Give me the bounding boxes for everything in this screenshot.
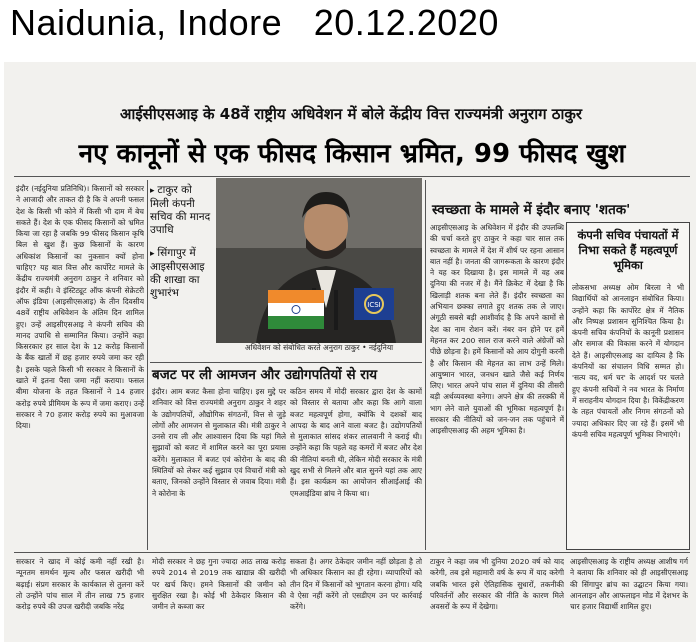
photo-caption: अधिवेशन को संबोधित करते अनुराग ठाकुर • नईदुनिया (244, 343, 394, 352)
flag-india-icon (268, 290, 324, 329)
column-3-text: कठिन समय में मोदी सरकार द्वारा देश के कामों को विस्तार से बताया और कहा कि आगे वाला बजट महत्वपूर्ण होगा, क्योंकि ये दशकों बाद आपदा के बाद आने वाला बजट है। उद्योगपतियों से मुलाकात सांसद शंकर लालवानी ने कराई थी। उन्होंने कहा कि पहले वह कमरों में बजट और देश की नीतियां बनती थी, लेकिन मोदी सरकार के मंत्री खुद सभी से मिलने और बात सुनने यहां तक आए हैं। इस कार्यक्रम का आयोजन सीआईआई की एमआईडिया ब्रांच ने किया था। (290, 387, 422, 498)
section-3-heading: स्वच्छता के मामले में इंदौर बनाए 'शतक' (432, 202, 631, 218)
pull-quotes (150, 184, 214, 300)
rule-section2 (150, 362, 422, 363)
article-column-3 (290, 386, 422, 548)
column-1-text: इंदौर (नईदुनिया प्रतिनिधि)। किसानों को सरकार ने आजादी और ताकत दी है कि वे अपनी फसल देश के किसी भी कोने में किसी भी दाम में बेच सकते हैं। देश के एक फीसद किसानों को भ्रमित किया जा रहा है जबकि 99 फीसद किसान कृषि बिल से खुश हैं। कुछ किसानों के कारण अधिकांश किसानों का नुकसान क्यों होना चाहिए? यह बात वित्त और कार्पोरेट मामले के केंद्रीय राज्यमंत्री अनुराग ठाकुर ने शनिवार को इंदौर में कही। वे इंस्टिट्यूट ऑफ कंपनी सेक्रेटरी ऑफ इंडिया (आइसीएसआइ) के तीन दिवसीय 48वें राष्ट्रीय अधिवेशन के अंतिम दिन शामिल हुए। उन्हें आइसीएसआइ ने कंपनी सचिव की मानद उपाधि से सम्मानित किया। उन्होंने कहा किसरकार हर साल देश के 12 करोड़ किसानों के बैंक खातों में छह हजार रुपये जमा कर रही है। इसके पहले किसी भी सरकार ने किसानों के खाते में इतना पैसा जमा नहीं कराया। फसल बीमा योजना के तहत किसानों ने 14 हजार करोड़ रुपये प्रीमियम के रूप में जमा कराए। उन्हें सरकार ने 70 हजार करोड़ रुपये का मुआवजा दिया। (16, 184, 144, 431)
pull-quote-2: ▸ सिंगापुर में आइसीएसआइ की शाखा का शुभारंभ (150, 247, 205, 299)
speaker-photo (216, 178, 422, 343)
rule-col4 (425, 180, 426, 550)
article-column-5 (572, 282, 684, 544)
article-column-4 (430, 222, 564, 548)
section-4-heading: कंपनी सचिव पंचायतों में निभा सकते हैं महत्वपूर्ण भूमिका (577, 228, 679, 272)
bottom-column-1: सरकार ने खाद में कोई कमी नहीं रखी है। न्यूनतम समर्थन मूल्य और फसल खरीदी भी बढ़ाई। संप्रग सरकार के कार्यकाल से तुलना करें तो उन्होंने पांच साल में तीन लाख 75 हजार करोड़ रुपये की उपज खरीदी जबकि नरेंद्र (16, 557, 144, 612)
column-5-text: लोकसभा अध्यक्ष ओम बिरला ने भी विद्यार्थियों को आनलाइन संबोधित किया। उन्होंने कहा कि कार्पोरेट क्षेत्र में नैतिक और निष्पक्ष प्रशासन सुनिश्चित किया है। कंपनी सचिव कंपनियों के कानूनी प्रशासन और समाज की विकास करने में योगदान देते हैं। आइसीएसआइ का दायित्व है कि कंपनियों का संचालन विधि सम्मत हो। 'सत्य वद, धर्म चर' के आदर्श पर चलते हुए कंपनी सचिवों ने नव भारत के निर्माण में सराहनीय योगदान दिया है। विकेंद्रीकरण के तहत पंचायतों और निगम संगठनों को ज्यादा अधिकार दिए जा रहे हैं। इसमें भी कंपनी सचिव महत्वपूर्ण भूमिका निभाएंगे। (572, 283, 684, 439)
kicker-line: आईसीएसआइ के 48वें राष्ट्रीय अधिवेशन में बोले केंद्रीय वित्त राज्यमंत्री अनुराग ठाकुर (119, 105, 583, 123)
svg-text:ICSI: ICSI (367, 301, 381, 309)
bottom-column-2: मोदी सरकार ने छह गुना ज्यादा आठ लाख करोड़ रुपये 2014 से 2019 तक खाद्यान्न की खरीदी पर खर्च किए। हमने किसानों की जमीन को सुरक्षित रखा है। कोई भी ठेकेदार किसान की जमीन ले कब्जा कर (152, 557, 286, 612)
column-2-text: इंदौर। आम बजट कैसा होना चाहिए। इस मुद्दे पर शनिवार को वित्त राज्यमंत्री अनुराग ठाकुर ने शहर के उद्योगपतियों, औद्योगिक संगठनों, वित्त से जुड़े लोगों और आमजन से मुलाकात की। मंत्री ठाकुर ने उनसे राय ली और आश्वासन दिया कि यहां मिले सुझावों को बजट में शामिल करने का पूरा प्रयास करेंगे। मुलाकात में बजट एवं कोरोना के बाद की स्थितियों को लेकर कई सुझाव एवं विचारों मंत्री को बताए, जिनको उन्होंने विस्तार से जवाब दिया। मंत्री ने कोरोना के (152, 387, 286, 498)
rule-bottom (14, 552, 690, 553)
article-column-2 (152, 386, 286, 548)
icsi-logo-icon (354, 288, 394, 320)
article-column-1 (16, 183, 144, 545)
masthead: Naidunia, Indore 20.12.2020 (10, 2, 499, 43)
bottom-column-4: टाकुर ने कहा जब भी दुनिया 2020 वर्ष को याद करेगी, तब इसे महामारी वर्ष के रूप में याद करेगी जबकि भारत इसे ऐतिहासिक सुधारों, तकनीकी परिवर्तनों और सरकार की नीति के कारण मिले अवसरों के रूप में देखेगा। (430, 557, 564, 612)
bottom-column-5: आइसीएसआइ के राष्ट्रीय अध्यक्ष आशीष गर्ग ने बताया कि शनिवार को ही आइसीएसआइ की सिंगापुर ब्रांच का उद्घाटन किया गया। आनलाइन और आफलाइन मोड में देशभर के चार हजार विद्यार्थी शामिल हुए। (570, 557, 688, 612)
pull-quote-1: ▸ टाकुर को मिली कंपनी सचिव की मानद उपाधि (150, 184, 211, 236)
rule-col1 (147, 180, 148, 550)
main-headline: नए कानूनों से एक फीसद किसान भ्रमित, 99 फीसद खुश (78, 139, 626, 169)
bottom-column-3: सकता है। अगर ठेकेदार जमीन नहीं छोड़ता है तो भी अधिकार किसान का ही रहेगा। व्यापारियों को तीन दिन में किसानों को भुगतान करना होगा। यदि वे ऐसा नहीं करेंगे तो एसडीएम उन पर कार्रवाई करेंगे। (290, 557, 422, 612)
rule-under-headline (14, 176, 690, 177)
section-2-heading: बजट पर ली आमजन और उद्योगपतियों से राय (152, 367, 378, 383)
column-4-text: आइसीएसआइ के अधिवेशन में इंदौर की उपलब्धि की चर्चा करते हुए ठाकुर ने कहा चार साल तक स्वच्छता के मामले में देश में शीर्ष पर रहना आसान बात नहीं है। जनता की जागरूकता के कारण इंदौर ने यह कर दिखाया है। इस मामले में वह अब दुनिया की नजर में है। मैंने क्रिकेट में देखा है कि खिलाड़ी शतक बना लेते हैं। इंदौर स्वच्छता का अभियान छक्का लगाते हुए शतक तक ले जाए। अंगूठी सबसे बड़ी आशीर्वाद है कि अपने कामों से देश का नाम रोशन करें। नंबर वन होने पर हमें मेहनत कर 200 साल राज करने वाले अंग्रेजों को पीछे छोड़ना है। हमें किसानों को आय दोगुनी करनी है और किसान की मेहनत का लाभ उन्हें मिले। आयुष्मान भारत, जनधन खाते जैसे कई निर्णय लिए। भारत अपने पांच साल में दुनिया की तीसरी बड़ी अर्थव्यवस्था बनेगा। अपने क्षेत्र की तरक्की में भाग लेने वाले युवाओं की भूमिका महत्वपूर्ण है। सरकार की नीतियों को जन-जन तक पहुंचाने में आइसीएसआइ की अहम भूमिका है। (430, 223, 564, 436)
